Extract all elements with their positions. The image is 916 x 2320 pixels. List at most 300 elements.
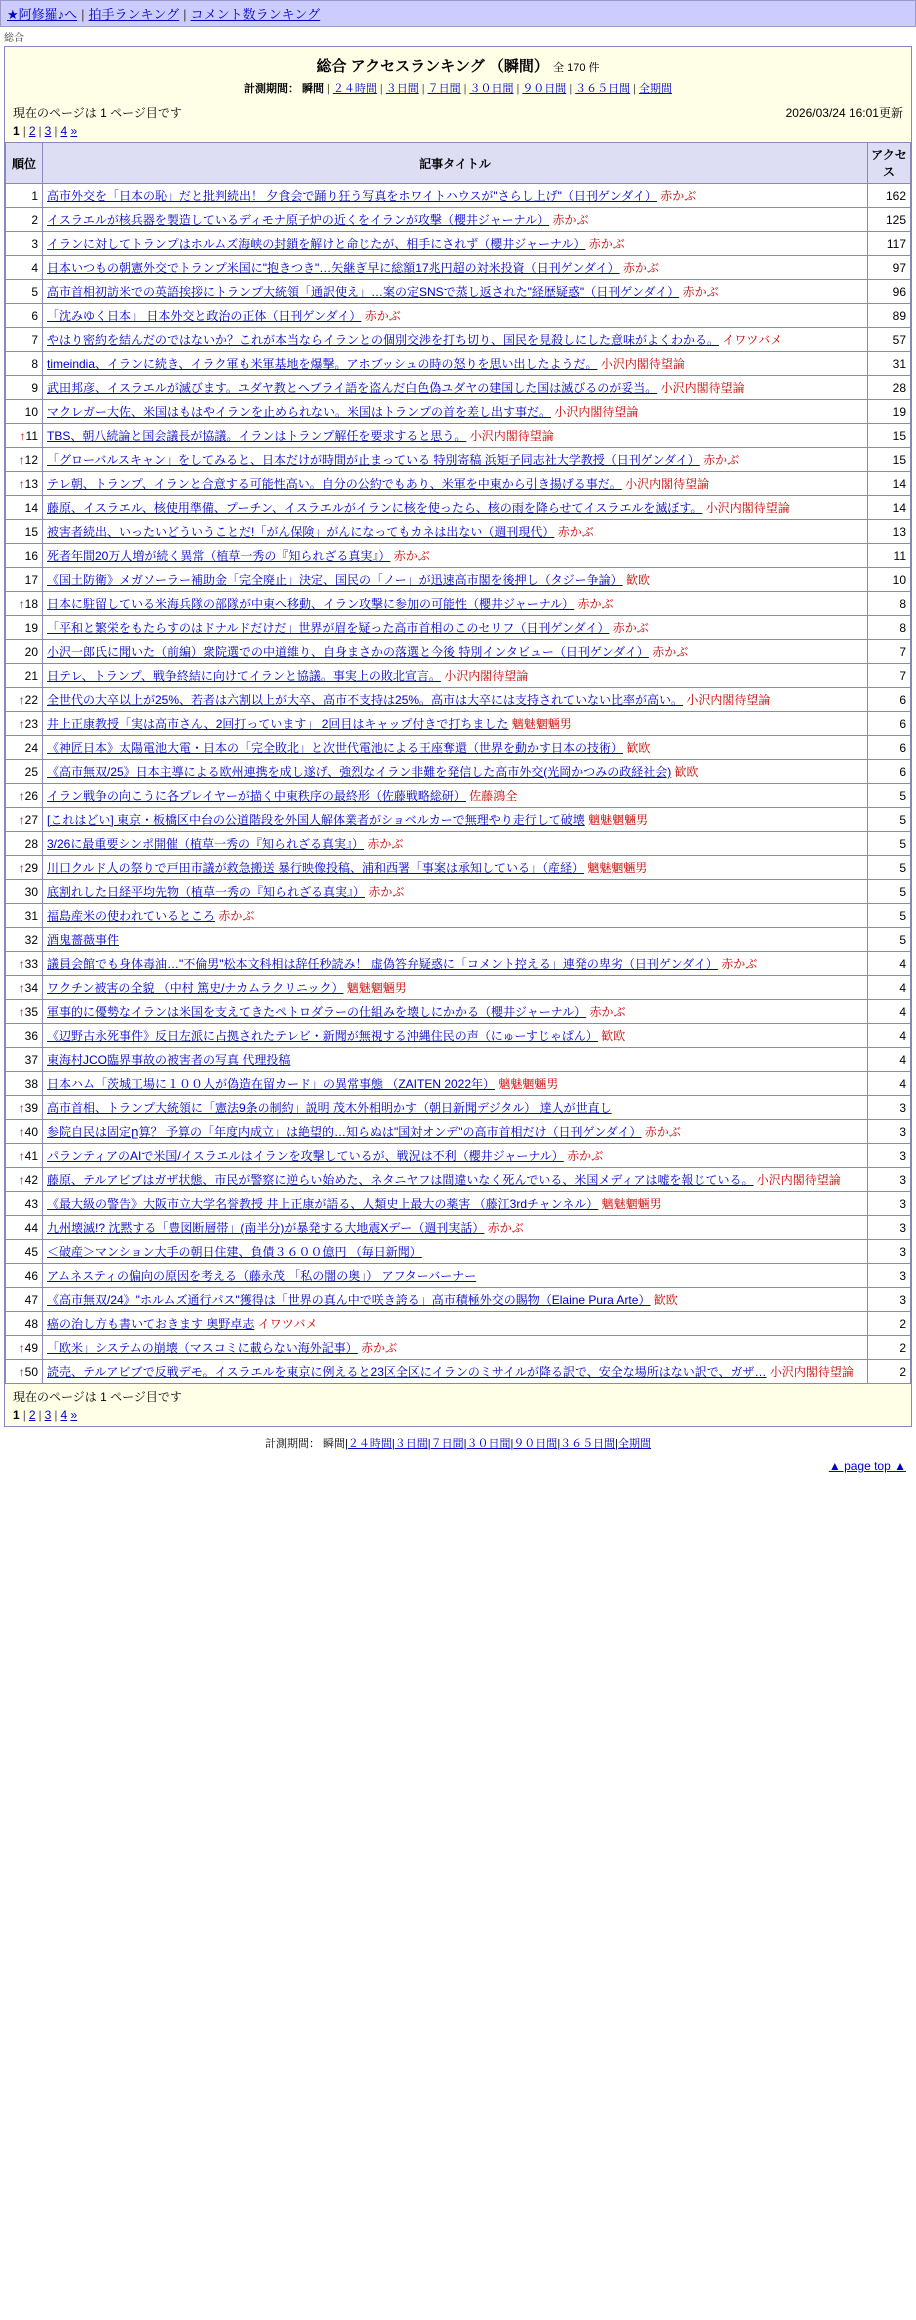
article-title-link[interactable]: イラン戦争の向こうに各プレイヤーが描く中東秩序の最終形（佐藤戦略総研） <box>47 789 466 803</box>
rank-cell <box>6 664 43 688</box>
rank-cell <box>6 1336 43 1360</box>
rank-cell <box>6 520 43 544</box>
access-count-cell: 4 <box>868 1024 911 1048</box>
article-title-link[interactable]: TBS、朝八続論と国会議長が協議。イランはトランプ解任を要求すると思う。 <box>47 429 467 443</box>
access-count-cell: 57 <box>868 328 911 352</box>
rank-number: 14 <box>24 500 38 515</box>
rank-number: 37 <box>24 1052 38 1067</box>
access-count-cell: 6 <box>868 760 911 784</box>
rank-cell <box>6 1360 43 1384</box>
period-separator: | <box>463 83 467 95</box>
article-author: 赤かぶ <box>393 549 430 563</box>
table-row <box>6 376 911 400</box>
rank-cell <box>6 568 43 592</box>
rank-number: 8 <box>31 356 38 371</box>
rank-number: 31 <box>24 908 38 923</box>
article-title-cell <box>43 1048 868 1072</box>
article-title-cell <box>43 400 868 424</box>
article-title-cell <box>43 1096 868 1120</box>
article-author: 赤かぶ <box>652 645 689 659</box>
rank-up-icon: ↑ <box>19 428 26 443</box>
article-title-cell <box>43 1072 868 1096</box>
article-title-cell <box>43 1336 868 1360</box>
pager-separator: | <box>38 124 42 138</box>
rank-up-icon: ↑ <box>18 1364 25 1379</box>
article-title-link[interactable]: 「グローバルスキャン」をしてみると、日本だけが時間が止まっている 特別寄稿 浜矩子同志社大学教授（日刊ゲンダイ） <box>47 453 700 467</box>
access-count-cell: 3 <box>868 1216 911 1240</box>
article-title-link[interactable]: 武田邦彦、イスラエルが滅びます。ユダヤ教とヘブライ語を盗んだ白色偽ユダヤの建国した国は滅びるのが妥当。 <box>47 381 658 395</box>
table-row <box>6 664 911 688</box>
article-title-link[interactable]: 《神匠日本》太陽電池大電・日本の「完全敗北」と次世代電池による王座奪還（世界を動かす日本の技術） <box>47 741 624 755</box>
article-title-link[interactable]: 底割れした日経平均先物（植草一秀の『知られざる真実』） <box>47 885 366 899</box>
rank-number: 44 <box>24 1220 38 1235</box>
column-header-access: アクセス <box>868 143 911 184</box>
rank-number: 21 <box>24 668 38 683</box>
article-title-link[interactable]: マクレガー大佐、米国はもはやイランを止められない。米国はトランプの首を差し出す事だ。 <box>47 405 552 419</box>
table-row <box>6 592 911 616</box>
article-title-link[interactable]: 日本いつもの朝憲外交でトランプ米国に"抱きつき"…矢継ぎ早に総額17兆円超の対米投資（日刊ゲンダイ） <box>47 261 620 275</box>
rank-number: 30 <box>24 884 38 899</box>
period-bottom-option-7d[interactable]: ７日間 <box>430 1438 464 1450</box>
article-author: 歓欧 <box>674 765 699 779</box>
rank-number: 10 <box>24 404 38 419</box>
rank-cell <box>6 784 43 808</box>
period-option-365d[interactable]: ３６５日間 <box>575 83 631 95</box>
pager-bottom-page-1-current[interactable]: 1 <box>13 1408 20 1422</box>
rank-number: 36 <box>24 1028 38 1043</box>
article-title-cell <box>43 688 868 712</box>
period-separator: | <box>345 1438 348 1450</box>
rank-number: 6 <box>31 308 38 323</box>
period-bottom-option-instant-selected[interactable]: 瞬間 <box>323 1438 346 1450</box>
article-title-cell <box>43 1168 868 1192</box>
rank-up-icon: ↑ <box>18 452 25 467</box>
rank-number: 42 <box>24 1172 38 1187</box>
table-row <box>6 1144 911 1168</box>
table-row <box>6 1216 911 1240</box>
rank-number: 20 <box>24 644 38 659</box>
article-title-cell <box>43 1312 868 1336</box>
article-title-link[interactable]: 癌の治し方も書いておきます 奥野卓志 <box>47 1317 255 1331</box>
article-author: 赤かぶ <box>487 1221 524 1235</box>
article-author: 魑魅魍魎男 <box>346 981 407 995</box>
table-row <box>6 1000 911 1024</box>
rank-cell <box>6 256 43 280</box>
rank-cell <box>6 832 43 856</box>
access-count-cell: 3 <box>868 1240 911 1264</box>
rank-cell <box>6 736 43 760</box>
table-row <box>6 904 911 928</box>
rank-number: 7 <box>31 332 38 347</box>
article-title-link[interactable]: 「平和と繁栄をもたらすのはドナルドだけだ」世界が眉を疑った高市首相のこのセリフ（日刊ゲンダイ） <box>47 621 610 635</box>
article-title-link[interactable]: 《最大級の警告》大阪市立大学名誉教授 井上正康が語る、人類史上最大の薬害 （藤江3rdチャンネル） <box>47 1197 599 1211</box>
page-title <box>5 47 911 78</box>
article-author: 赤かぶ <box>612 621 649 635</box>
access-count-cell: 2 <box>868 1336 911 1360</box>
rank-number: 49 <box>24 1340 38 1355</box>
pager-separator: | <box>54 124 58 138</box>
article-author: 小沢内閣待望論 <box>625 477 710 491</box>
period-separator: | <box>427 1438 431 1450</box>
rank-cell <box>6 1120 43 1144</box>
ranking-table <box>5 142 911 1384</box>
article-title-link[interactable]: 藤原、テルアビブはガザ状態、市民が警察に逆らい始めた、ネタニヤフは間違いなく死んでいる、米国メディアは嘘を報じている。 <box>47 1173 754 1187</box>
period-option-7d[interactable]: ７日間 <box>427 83 461 95</box>
article-title-cell <box>43 664 868 688</box>
period-label: 計測期間： <box>243 83 299 95</box>
article-author: 魑魅魍魎男 <box>601 1197 662 1211</box>
access-count-cell: 89 <box>868 304 911 328</box>
last-updated: 2026/03/24 16:01更新 <box>785 106 903 120</box>
period-separator: | <box>557 1438 561 1450</box>
pager-next[interactable]: » <box>70 124 78 138</box>
article-title-cell <box>43 1120 868 1144</box>
article-title-link[interactable]: 読売、テルアビブで反戦デモ。イスラエルを東京に例えると23区全区にイランのミサイルが降る訳で、安全な場所はない訳で、ガザ… <box>47 1365 767 1379</box>
article-title-link[interactable]: テレ朝、トランプ、イランと合意する可能性高い。自分の公約でもあり、米軍を中東から引き揚げる事だ。 <box>47 477 622 491</box>
article-title-link[interactable]: 《高市無双/24》"ホルムズ通行パス"獲得は「世界の真ん中で咲き誇る」高市積極外交の賜物（Elaine Pura Arte） <box>47 1293 651 1307</box>
article-title-link[interactable]: 被害者続出、いったいどういうことだ!「がん保険」がんになってもカネは出ない（週刊現代） <box>47 525 555 539</box>
period-separator: | <box>421 83 425 95</box>
article-author: 赤かぶ <box>721 957 758 971</box>
article-title-link[interactable]: 酒鬼薔薇事件 <box>47 933 120 947</box>
period-bottom-option-90d[interactable]: ９０日間 <box>513 1438 558 1450</box>
period-bottom-option-365d[interactable]: ３６５日間 <box>560 1438 616 1450</box>
table-row <box>6 928 911 952</box>
article-author: 赤かぶ <box>552 213 589 227</box>
article-title-cell <box>43 520 868 544</box>
rank-cell <box>6 184 43 208</box>
access-count-cell: 11 <box>868 544 911 568</box>
access-count-cell: 5 <box>868 904 911 928</box>
table-row <box>6 400 911 424</box>
access-count-cell: 4 <box>868 1000 911 1024</box>
article-title-link[interactable]: 九州壊滅!? 沈黙する「豊図断層帯」(南半分)が暴発する大地震Xデー（週刊実話） <box>47 1221 485 1235</box>
article-title-link[interactable]: 小沢一郎氏に聞いた（前編）衆院選での中道維り、自身まさかの落選と今後 特別インタビュー（日刊ゲンダイ） <box>47 645 649 659</box>
table-row <box>6 544 911 568</box>
period-option-3d[interactable]: ３日間 <box>385 83 419 95</box>
table-row <box>6 424 911 448</box>
access-count-cell: 2 <box>868 1360 911 1384</box>
table-row <box>6 784 911 808</box>
rank-number: 40 <box>24 1124 38 1139</box>
article-title-link[interactable]: イランに対してトランプはホルムズ海峡の封鎖を解けと命じたが、相手にされず（櫻井ジャーナル） <box>47 237 586 251</box>
rank-up-icon: ↑ <box>18 692 25 707</box>
period-separator: | <box>633 83 637 95</box>
article-author: 小沢内閣待望論 <box>469 429 554 443</box>
rank-up-icon: ↑ <box>18 716 25 731</box>
rank-number: 27 <box>24 812 38 827</box>
access-count-cell: 96 <box>868 280 911 304</box>
table-row <box>6 256 911 280</box>
rank-cell <box>6 1072 43 1096</box>
pager-separator: | <box>38 1408 42 1422</box>
rank-number: 34 <box>24 980 38 995</box>
current-page-info-bottom: 現在のページは 1 ページ目です <box>13 1390 182 1404</box>
breadcrumb: 総合 <box>4 33 24 44</box>
top-navigation <box>0 0 916 27</box>
article-title-link[interactable]: timeindia、イランに続き、イラク軍も米軍基地を爆撃。アホブッシュの時の怒りを思い出したようだ。 <box>47 357 598 371</box>
article-title-link[interactable]: 参院自民は固定ը算？ 予算の「年度内成立」は絶望的…知らぬは"国対オンデ"の高市首相だけ（日刊ゲンダイ） <box>47 1125 642 1139</box>
rank-number: 9 <box>31 380 38 395</box>
table-row <box>6 688 911 712</box>
rank-number: 4 <box>31 260 38 275</box>
article-title-cell <box>43 352 868 376</box>
article-title-link[interactable]: 藤原、イスラエル、核使用準備、プーチン、イスラエルがイランに核を使ったら、核の雨を降らせてイスラエルを滅ぼす。 <box>47 501 703 515</box>
table-row <box>6 448 911 472</box>
pager-page-1-current[interactable]: 1 <box>13 124 20 138</box>
article-title-cell <box>43 1360 868 1384</box>
nav-separator: | <box>183 7 187 22</box>
pager-separator: | <box>22 1408 26 1422</box>
article-title-cell <box>43 424 868 448</box>
article-author: 小沢内閣待望論 <box>600 357 685 371</box>
rank-cell <box>6 928 43 952</box>
pager-bottom-page-4[interactable]: 4 <box>60 1408 68 1422</box>
period-option-instant-selected[interactable]: 瞬間 <box>302 83 325 95</box>
table-row <box>6 760 911 784</box>
period-option-all[interactable]: 全期間 <box>639 83 673 95</box>
article-author: 赤かぶ <box>588 237 625 251</box>
rank-number: 11 <box>25 428 38 443</box>
article-title-link[interactable]: イスラエルが核兵器を製造しているディモナ原子炉の近くをイランが攻撃（櫻井ジャーナル） <box>47 213 550 227</box>
article-title-link[interactable]: 福島産米の使われているところ <box>47 909 216 923</box>
pager-page-2[interactable]: 2 <box>28 124 36 138</box>
pager-bottom-page-2[interactable]: 2 <box>28 1408 36 1422</box>
period-separator: | <box>391 1438 395 1450</box>
article-title-cell <box>43 952 868 976</box>
table-row <box>6 1024 911 1048</box>
rank-number: 50 <box>24 1364 38 1379</box>
article-title-cell <box>43 1000 868 1024</box>
period-bottom-option-all[interactable]: 全期間 <box>618 1438 652 1450</box>
article-title-cell <box>43 712 868 736</box>
article-title-link[interactable]: 死者年間20万人増が続く異常（植草一秀の『知られざる真実』） <box>47 549 391 563</box>
rank-cell <box>6 592 43 616</box>
article-author: 赤かぶ <box>367 837 404 851</box>
access-count-cell: 5 <box>868 832 911 856</box>
article-author: 赤かぶ <box>567 1149 604 1163</box>
article-title-cell <box>43 856 868 880</box>
article-title-link[interactable]: 川口クルド人の祭りで戸田市議が救急搬送 暴行映像投稿、浦和西署「事案は承知している」（産経） <box>47 861 584 875</box>
table-row <box>6 1048 911 1072</box>
article-author: 赤かぶ <box>218 909 255 923</box>
pager-bottom-next[interactable]: » <box>70 1408 78 1422</box>
rank-number: 32 <box>24 932 38 947</box>
article-author: 赤かぶ <box>660 189 697 203</box>
nav-link-asyura[interactable]: ★阿修羅♪へ <box>7 7 78 22</box>
article-author: 赤かぶ <box>361 1341 398 1355</box>
rank-number: 17 <box>24 572 38 587</box>
period-bottom-option-30d[interactable]: ３０日間 <box>466 1438 511 1450</box>
table-row <box>6 1360 911 1384</box>
article-author: 赤かぶ <box>589 1005 626 1019</box>
article-title-link[interactable]: 日本ハム「茨城工場に１００人が偽造在留カード」の異常事態 （ZAITEN 2022年） <box>47 1077 496 1091</box>
rank-number: 33 <box>24 956 38 971</box>
rank-up-icon: ↑ <box>18 1124 25 1139</box>
rank-cell <box>6 400 43 424</box>
table-row <box>6 328 911 352</box>
table-row <box>6 1240 911 1264</box>
rank-cell <box>6 640 43 664</box>
access-count-cell: 5 <box>868 880 911 904</box>
article-title-link[interactable]: 日テレ、トランプ、戦争終結に向けてイランと協議。事実上の敗北宣言。 <box>47 669 441 683</box>
article-author: 歓欧 <box>626 573 651 587</box>
pager-bottom-page-3[interactable]: 3 <box>44 1408 52 1422</box>
table-body <box>6 184 911 1384</box>
pager-page-3[interactable]: 3 <box>44 124 52 138</box>
article-title-link[interactable]: パランティアのAIで米国/イスラエルはイランを攻撃しているが、戦況は不利（櫻井ジャーナル） <box>47 1149 564 1163</box>
period-separator: | <box>379 83 383 95</box>
article-author: イワツバメ <box>257 1317 318 1331</box>
article-author: イワツバメ <box>722 333 783 347</box>
rank-cell <box>6 1288 43 1312</box>
pager-page-4[interactable]: 4 <box>60 124 68 138</box>
article-title-link[interactable]: 井上正康教授「実は高市さん、2回打っています」 2回目はキャップ付きで打ちました <box>47 717 509 731</box>
access-count-cell: 3 <box>868 1264 911 1288</box>
article-title-link[interactable]: 全世代の大卒以上が25%、若者は六割以上が大卒、高市不支持は25%。高市は大卒には支持されていない比率が高い。 <box>47 693 684 707</box>
access-count-cell: 8 <box>868 592 911 616</box>
rank-number: 35 <box>24 1004 38 1019</box>
article-title-link[interactable]: [これはどい] 東京・板橋区中台の公道階段を外国人解体業者がショベルカーで無理やり走行して破壊 <box>47 813 585 827</box>
page-info-row-bottom <box>5 1384 911 1407</box>
period-selector-bottom <box>0 1427 916 1455</box>
period-separator: | <box>463 1438 467 1450</box>
article-author: 小沢内閣待望論 <box>769 1365 854 1379</box>
rank-number: 13 <box>24 476 38 491</box>
article-title-link[interactable]: アムネスティの偏向の原因を考える（藤永茂 「私の闇の奥」） アフターバーナー <box>47 1269 477 1283</box>
period-option-24h[interactable]: ２４時間 <box>332 83 377 95</box>
rank-number: 23 <box>24 716 38 731</box>
access-count-cell: 14 <box>868 472 911 496</box>
rank-number: 26 <box>24 788 38 803</box>
article-title-link[interactable]: 高市首相、トランプ大統領に「憲法9条の制約」説明 茂木外相明かす（朝日新聞デジタル） 達人が世直し <box>47 1101 612 1115</box>
article-title-link[interactable]: 高市首相初訪米での英語挨拶にトランプ大統領「通訳使え」…案の定SNSで蒸し返された"経歴疑惑"（日刊ゲンダイ） <box>47 285 680 299</box>
page-top-link[interactable]: ▲ page top ▲ <box>828 1459 906 1473</box>
table-row <box>6 1312 911 1336</box>
rank-cell <box>6 232 43 256</box>
article-author: 佐藤鴻全 <box>469 789 518 803</box>
article-author: 魑魅魍魎男 <box>498 1077 559 1091</box>
access-count-cell: 19 <box>868 400 911 424</box>
article-title-cell <box>43 472 868 496</box>
article-title-link[interactable]: 《高市無双/25》日本主導による欧州連携を成し遂げ、強烈なイラン非難を発信した高市外交(光岡かつみの政経社会) <box>47 765 672 779</box>
article-title-link[interactable]: 3/26に最重要シンポ開催（植草一秀の『知られざる真実』） <box>47 837 365 851</box>
rank-up-icon: ↑ <box>18 1100 25 1115</box>
article-title-link[interactable]: 《辺野古永死事件》反日左派に占拠されたテレビ・新聞が無視する沖縄住民の声（にゅーすじゃぱん） <box>47 1029 598 1043</box>
article-author: 赤かぶ <box>577 597 614 611</box>
rank-cell <box>6 856 43 880</box>
article-title-cell <box>43 928 868 952</box>
rank-number: 46 <box>24 1268 38 1283</box>
article-title-cell <box>43 1216 868 1240</box>
access-count-cell: 7 <box>868 664 911 688</box>
article-title-link[interactable]: 《国土防衛》メガソーラー補助金「完全廃止」決定、国民の「ノー」が迅速高市閣を後押し（タジー争論） <box>47 573 623 587</box>
access-count-cell: 4 <box>868 976 911 1000</box>
table-row <box>6 736 911 760</box>
column-header-title: 記事タイトル <box>43 143 868 184</box>
nav-link-comment-ranking[interactable]: コメント数ランキング <box>190 7 321 22</box>
article-author: 赤かぶ <box>682 285 719 299</box>
article-title-link[interactable]: やはり密約を結んだのではないか？これが本当ならイランとの個別交渉を打ち切り、国民を見殺しにした意味がよくわかる。 <box>47 333 720 347</box>
article-title-link[interactable]: 高市外交を「日本の恥」だと批判続出！ 夕食会で踊り狂う写真をホワイトハウスが"さらし上げ"（日刊ゲンダイ） <box>47 189 657 203</box>
access-count-cell: 125 <box>868 208 911 232</box>
article-title-cell <box>43 328 868 352</box>
nav-separator: | <box>81 7 85 22</box>
rank-cell <box>6 1144 43 1168</box>
article-author: 赤かぶ <box>557 525 594 539</box>
article-title-link[interactable]: 議員会館でも身体毒油…"不倫男"松本文科相は辞任秒読み！ 虚偽答弁疑惑に「コメント控える」連発の卑劣（日刊ゲンダイ） <box>47 957 718 971</box>
article-title-cell <box>43 880 868 904</box>
period-separator: | <box>327 83 330 95</box>
article-title-link[interactable]: 日本に駐留している米海兵隊の部隊が中東へ移動、イラン攻撃に参加の可能性（櫻井ジャーナル） <box>47 597 575 611</box>
rank-up-icon: ↑ <box>18 980 25 995</box>
access-count-cell: 15 <box>868 448 911 472</box>
article-author: 歓欧 <box>601 1029 626 1043</box>
access-count-cell: 117 <box>868 232 911 256</box>
article-author: 赤かぶ <box>368 885 405 899</box>
rank-cell <box>6 1048 43 1072</box>
period-separator: | <box>615 1438 619 1450</box>
rank-cell <box>6 328 43 352</box>
article-title-link[interactable]: 「沈みゆく日本」 日本外交と政治の正体（日刊ゲンダイ） <box>47 309 362 323</box>
rank-number: 5 <box>31 284 38 299</box>
period-bottom-option-3d[interactable]: ３日間 <box>394 1438 428 1450</box>
total-count: 全 170 件 <box>553 62 600 74</box>
period-bottom-option-24h[interactable]: ２４時間 <box>347 1438 392 1450</box>
article-title-link[interactable]: ワクチン被害の全貌 （中村 篤史/ナカムラクリニック） <box>47 981 344 995</box>
rank-cell <box>6 1240 43 1264</box>
rank-cell <box>6 544 43 568</box>
period-option-30d[interactable]: ３０日間 <box>469 83 514 95</box>
article-title-link[interactable]: ＜破産＞マンション大手の朝日住建、負債３６００億円 （毎日新聞） <box>47 1245 422 1259</box>
article-title-cell <box>43 1264 868 1288</box>
rank-cell <box>6 952 43 976</box>
access-count-cell: 3 <box>868 1120 911 1144</box>
article-author: 赤かぶ <box>644 1125 681 1139</box>
rank-cell <box>6 1024 43 1048</box>
rank-cell <box>6 1168 43 1192</box>
nav-link-applause-ranking[interactable]: 拍手ランキング <box>88 7 180 22</box>
article-title-cell <box>43 184 868 208</box>
rank-number: 18 <box>24 596 38 611</box>
rank-up-icon: ↑ <box>18 788 25 803</box>
article-title-link[interactable]: 東海村JCO臨界事故の被害者の写真 代理投稿 <box>47 1053 291 1067</box>
article-title-cell <box>43 736 868 760</box>
table-row <box>6 208 911 232</box>
article-title-cell <box>43 640 868 664</box>
article-author: 魑魅魍魎男 <box>587 861 648 875</box>
article-title-link[interactable]: 軍事的に優勢なイランは米国を支えてきたペトロダラーの仕組みを壊しにかかる（櫻井ジャーナル） <box>47 1005 587 1019</box>
access-count-cell: 4 <box>868 1072 911 1096</box>
article-title-cell <box>43 280 868 304</box>
access-count-cell: 97 <box>868 256 911 280</box>
table-row <box>6 640 911 664</box>
table-row <box>6 304 911 328</box>
rank-cell <box>6 280 43 304</box>
rank-number: 28 <box>24 836 38 851</box>
pager-top <box>5 123 911 142</box>
access-count-cell: 5 <box>868 856 911 880</box>
access-count-cell: 6 <box>868 736 911 760</box>
article-title-link[interactable]: 「欧米」システムの崩壊（マスコミに載らない海外記事） <box>47 1341 358 1355</box>
rank-up-icon: ↑ <box>18 956 25 971</box>
table-row <box>6 1096 911 1120</box>
table-row <box>6 1072 911 1096</box>
period-option-90d[interactable]: ９０日間 <box>522 83 567 95</box>
access-count-cell: 2 <box>868 1312 911 1336</box>
table-row <box>6 1120 911 1144</box>
article-author: 赤かぶ <box>623 261 660 275</box>
